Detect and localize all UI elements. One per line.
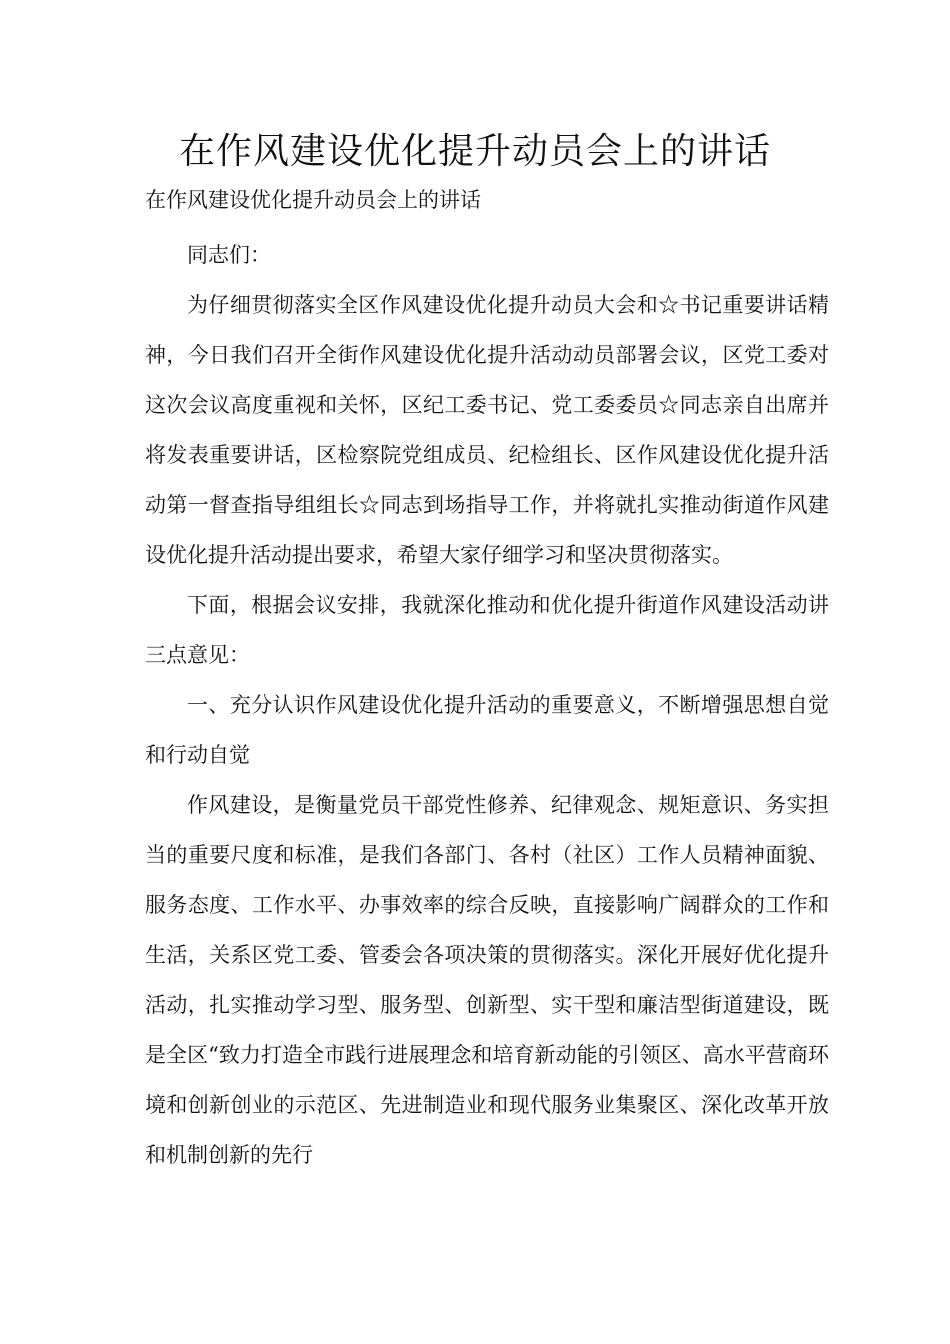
paragraph-intro: 为仔细贯彻落实全区作风建设优化提升动员大会和☆书记重要讲话精神，今日我们召开全街作风建设优化提升活动动员部署会议，区党工委对这次会议高度重视和关怀，区纪工委书记、党工委委员☆同志亲自出席并将发表重要讲话，区检察院党组成员、纪检组长、区作风建设优化提升活动第一督查指导组组长☆同志到场指导工作，并将就扎实推动街道作风建设优化提升活动提出要求，希望大家仔细学习和坚决贯彻落实。 (145, 293, 829, 567)
document-body (145, 230, 829, 1180)
document-subtitle: 在作风建设优化提升动员会上的讲话 (145, 188, 481, 212)
section-heading-1: 一、充分认识作风建设优化提升活动的重要意义，不断增强思想自觉和行动自觉 (145, 693, 829, 767)
paragraph-agenda: 下面，根据会议安排，我就深化推动和优化提升街道作风建设活动讲三点意见： (145, 593, 829, 667)
paragraph-section-1: 作风建设，是衡量党员干部党性修养、纪律观念、规矩意识、务实担当的重要尺度和标准，是我们各部门、各村（社区）工作人员精神面貌、服务态度、工作水平、办事效率的综合反映，直接影响广阔群众的工作和生活，关系区党工委、管委会各项决策的贯彻落实。深化开展好优化提升活动，扎实推动学习型、服务型、创新型、实干型和廉洁型街道建设，既是全区“致力打造全市践行进展理念和培育新动能的引领区、高水平营商环境和创新创业的示范区、先进制造业和现代服务业集聚区、深化改革开放和机制创新的先行 (145, 793, 829, 1167)
paragraph-salutation: 同志们： (187, 243, 271, 267)
document-title: 在作风建设优化提升动员会上的讲话 (178, 131, 771, 172)
